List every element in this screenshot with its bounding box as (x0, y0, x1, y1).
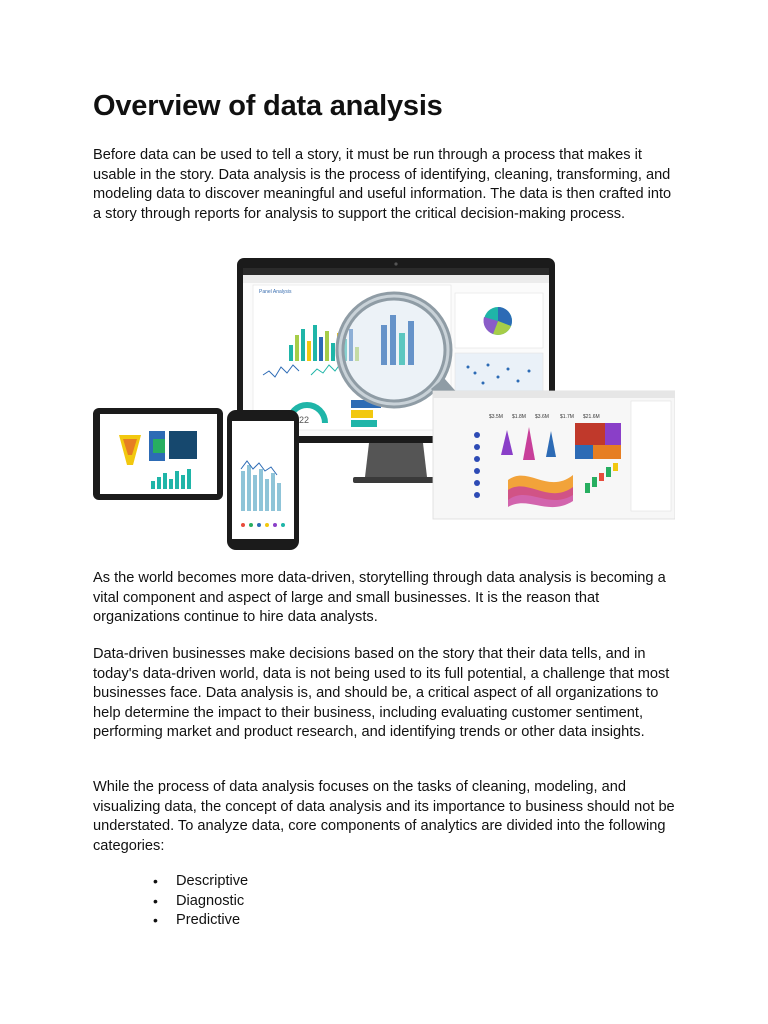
intro-paragraph: Before data can be used to tell a story, it must be run through a process that makes it usable in the story. Data analysis is the process of identifying, cleaning, transforming, and modeling data to discover meaningful and useful information. The data is then crafted into a story through reports for analysis to support the critical decision-making process. (93, 147, 672, 222)
kpi-1: $3.5M (489, 414, 503, 420)
page-title: Overview of data analysis (93, 90, 443, 122)
kpi-2: $1.8M (512, 414, 526, 420)
devices-illustration (93, 255, 675, 553)
analytics-categories-list (153, 872, 248, 931)
dashboard-screen (433, 391, 675, 519)
kpi-3: $3.6M (535, 414, 549, 420)
body-paragraph-4: While the process of data analysis focuses on the tasks of cleaning, modeling, and visualizing data, the concept of data analysis and its importance to business should not be understated. To analyze data, core components of analytics are divided into the following categories: (93, 779, 675, 854)
list-item: • Diagnostic (153, 892, 248, 912)
body-paragraph-3: Data-driven businesses make decisions based on the story that their data tells, and in today's data-driven world, data is not being used to its full potential, a challenge that most businesses face. Data analysis is, and should be, a critical aspect of all organizations to help determine the impact to their business, including evaluating customer sentiment, performing market and product research, and identifying trends or other data insights. (93, 646, 670, 740)
kpi-5: $21.6M (583, 414, 600, 420)
list-item: • Predictive (153, 911, 248, 931)
phone (227, 410, 299, 550)
monitor-panel-title: Panel Analysis (259, 289, 292, 295)
list-item: • Descriptive (153, 872, 248, 892)
kpi-4: $1.7M (560, 414, 574, 420)
body-paragraph-2: As the world becomes more data-driven, storytelling through data analysis is becoming a vital component and aspect of large and small businesses. It is the reason that organizations continue to hire data analysts. (93, 570, 666, 625)
tablet (93, 408, 223, 500)
gauge-value: 22 (299, 415, 310, 425)
